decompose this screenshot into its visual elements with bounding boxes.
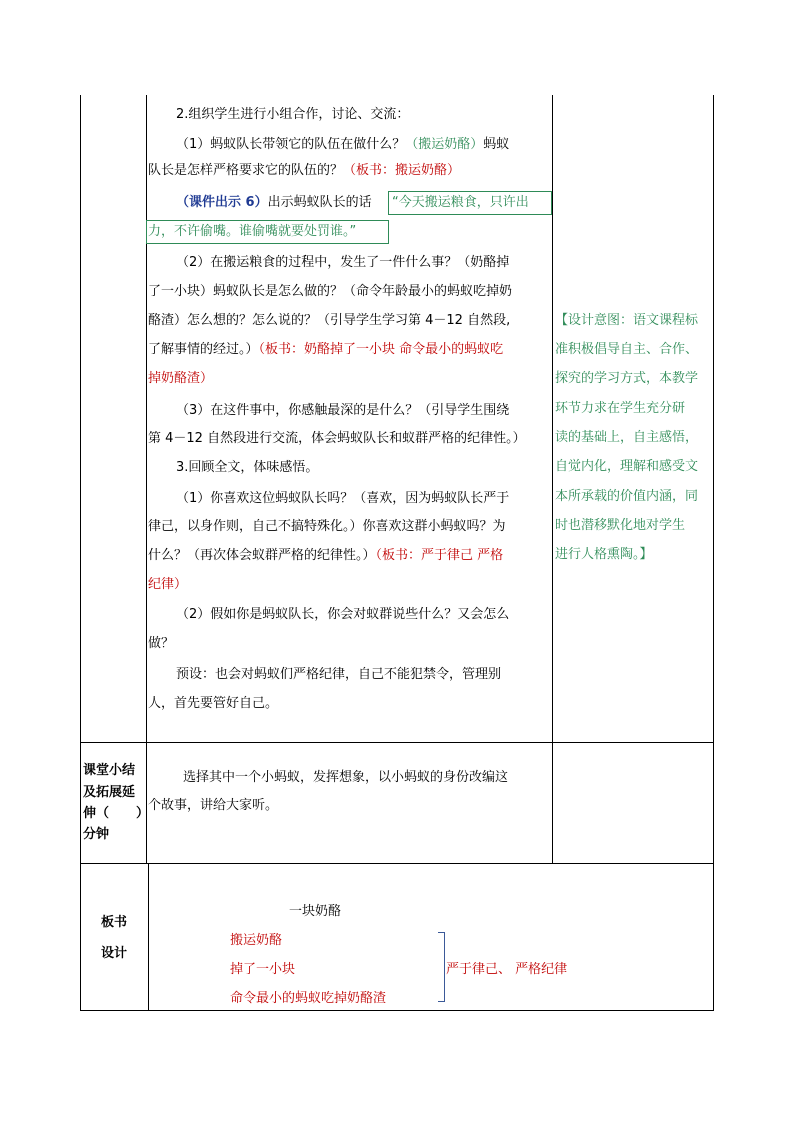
teaching-question-1: （1）蚂蚁队长带领它的队伍在做什么？ (176, 137, 406, 152)
teaching-answer-1: （搬运奶酪） (405, 137, 484, 152)
board-note-3: （板书：严于律己 严格 (375, 548, 504, 563)
teaching-line-7: 了一小块）蚂蚁队长是怎么做的？（命令年龄最小的蚂蚁吃掉奶 (148, 284, 513, 299)
courseware-label: （课件出示 6） (176, 195, 268, 210)
teaching-line-9 (148, 341, 503, 359)
teaching-line-8: 酪渣）怎么想的？怎么说的？（引导学生学习第 4－12 自然段, (148, 313, 511, 328)
board-title: 一块奶酪 (289, 904, 342, 919)
board-note-2-end: 掉奶酪渣） (148, 371, 214, 386)
teaching-line-16 (148, 547, 503, 565)
teaching-line-12: 第 4－12 自然段进行交流，体会蚂蚁队长和蚁群严格的纪律性。） (148, 431, 526, 446)
teaching-line-4 (176, 194, 372, 212)
board-divider (148, 863, 149, 1011)
summary-text-2: 个故事，讲给大家听。 (148, 798, 279, 813)
intent-line-2: 准积极倡导自主、合作、 (555, 342, 699, 357)
intent-line-5: 读的基础上，自主感悟， (555, 430, 699, 445)
teaching-line-3-text: 队长是怎样严格要求它的队伍的？ (148, 163, 344, 178)
captain-quote-part1: “今天搬运粮食，只许出 (392, 195, 529, 210)
intent-line-6: 自觉内化，理解和感受文 (555, 459, 699, 474)
board-label-2: 设计 (101, 946, 128, 961)
teaching-line-6: （2）在搬运粮食的过程中，发生了一件什么事？（奶酪掉 (176, 255, 510, 270)
teaching-line-19: 做？ (148, 636, 175, 651)
teaching-line-16-text: 什么？（再次体会蚁群严格的纪律性。） (148, 548, 376, 563)
teaching-line-9-text: 了解事情的经过。） (148, 342, 259, 357)
intent-line-8: 时也潜移默化地对学生 (555, 518, 686, 533)
table-divider-label (146, 95, 147, 863)
board-bracket (438, 932, 445, 1002)
intent-line-4: 环节力求在学生充分研 (555, 401, 686, 416)
row-divider-2 (80, 863, 714, 864)
board-note-1: （板书：搬运奶酪） (343, 163, 461, 178)
teaching-line-11: （3）在这件事中，你感触最深的是什么？（引导学生围绕 (176, 403, 510, 418)
teaching-line-13: 3.回顾全文，体味感悟。 (176, 460, 319, 475)
intent-line-3: 探究的学习方式，本教学 (555, 371, 699, 386)
table-right-border-bottom (713, 863, 714, 1011)
teaching-line-18: （2）假如你是蚂蚁队长，你会对蚁群说些什么？又会怎么 (176, 607, 510, 622)
teaching-line-15: 律己，以身作则，自己不搞特殊化。）你喜欢这群小蚂蚁吗？为 (148, 519, 506, 534)
captain-quote-part2: 力，不许偷嘴。谁偷嘴就要处罚谁。” (148, 224, 357, 239)
intent-line-7: 本所承载的价值内涵，同 (555, 489, 699, 504)
board-item-2: 掉了一小块 (230, 962, 296, 977)
summary-label-4: 分钟 (83, 827, 110, 842)
board-right-text: 严于律己、 严格纪律 (446, 962, 568, 977)
teaching-line-1: 2.组织学生进行小组合作，讨论、交流： (176, 107, 410, 122)
board-note-3-end: 纪律） (148, 577, 188, 592)
teaching-line-4-text: 出示蚂蚁队长的话 (267, 195, 372, 210)
table-bottom-border (80, 1010, 714, 1011)
teaching-line-3 (148, 162, 460, 180)
table-left-border-bottom (80, 863, 81, 1011)
board-item-3: 命令最小的蚂蚁吃掉奶酪渣 (230, 991, 387, 1006)
table-left-border-top (80, 95, 81, 865)
summary-label-3a: 伸（ (83, 806, 110, 821)
intent-line-9: 进行人格熏陶。】 (555, 547, 653, 562)
teaching-line-14: （1）你喜欢这位蚂蚁队长吗？（喜欢，因为蚂蚁队长严于 (176, 491, 510, 506)
teaching-line-2-end: 蚂蚁 (483, 137, 510, 152)
board-item-1: 搬运奶酪 (230, 933, 283, 948)
table-right-border-top (713, 95, 714, 865)
board-label-1: 板书 (101, 915, 128, 930)
summary-label-2: 及拓展延 (83, 785, 136, 800)
board-note-2: （板书：奶酪掉了一小块 命令最小的蚂蚁吃 (258, 342, 504, 357)
table-divider-intent (552, 95, 553, 863)
summary-label-1: 课堂小结 (83, 763, 136, 778)
summary-label-3b: ） (136, 806, 150, 821)
teaching-line-21: 人，首先要管好自己。 (148, 696, 279, 711)
teaching-line-20: 预设：也会对蚂蚁们严格纪律，自己不能犯禁令，管理别 (176, 667, 502, 682)
summary-text-1: 选择其中一个小蚂蚁，发挥想象，以小蚂蚁的身份改编这 (183, 770, 509, 785)
row-divider-1 (80, 742, 714, 743)
intent-line-1: 【设计意图：语文课程标 (555, 313, 699, 328)
teaching-line-2 (176, 136, 509, 154)
